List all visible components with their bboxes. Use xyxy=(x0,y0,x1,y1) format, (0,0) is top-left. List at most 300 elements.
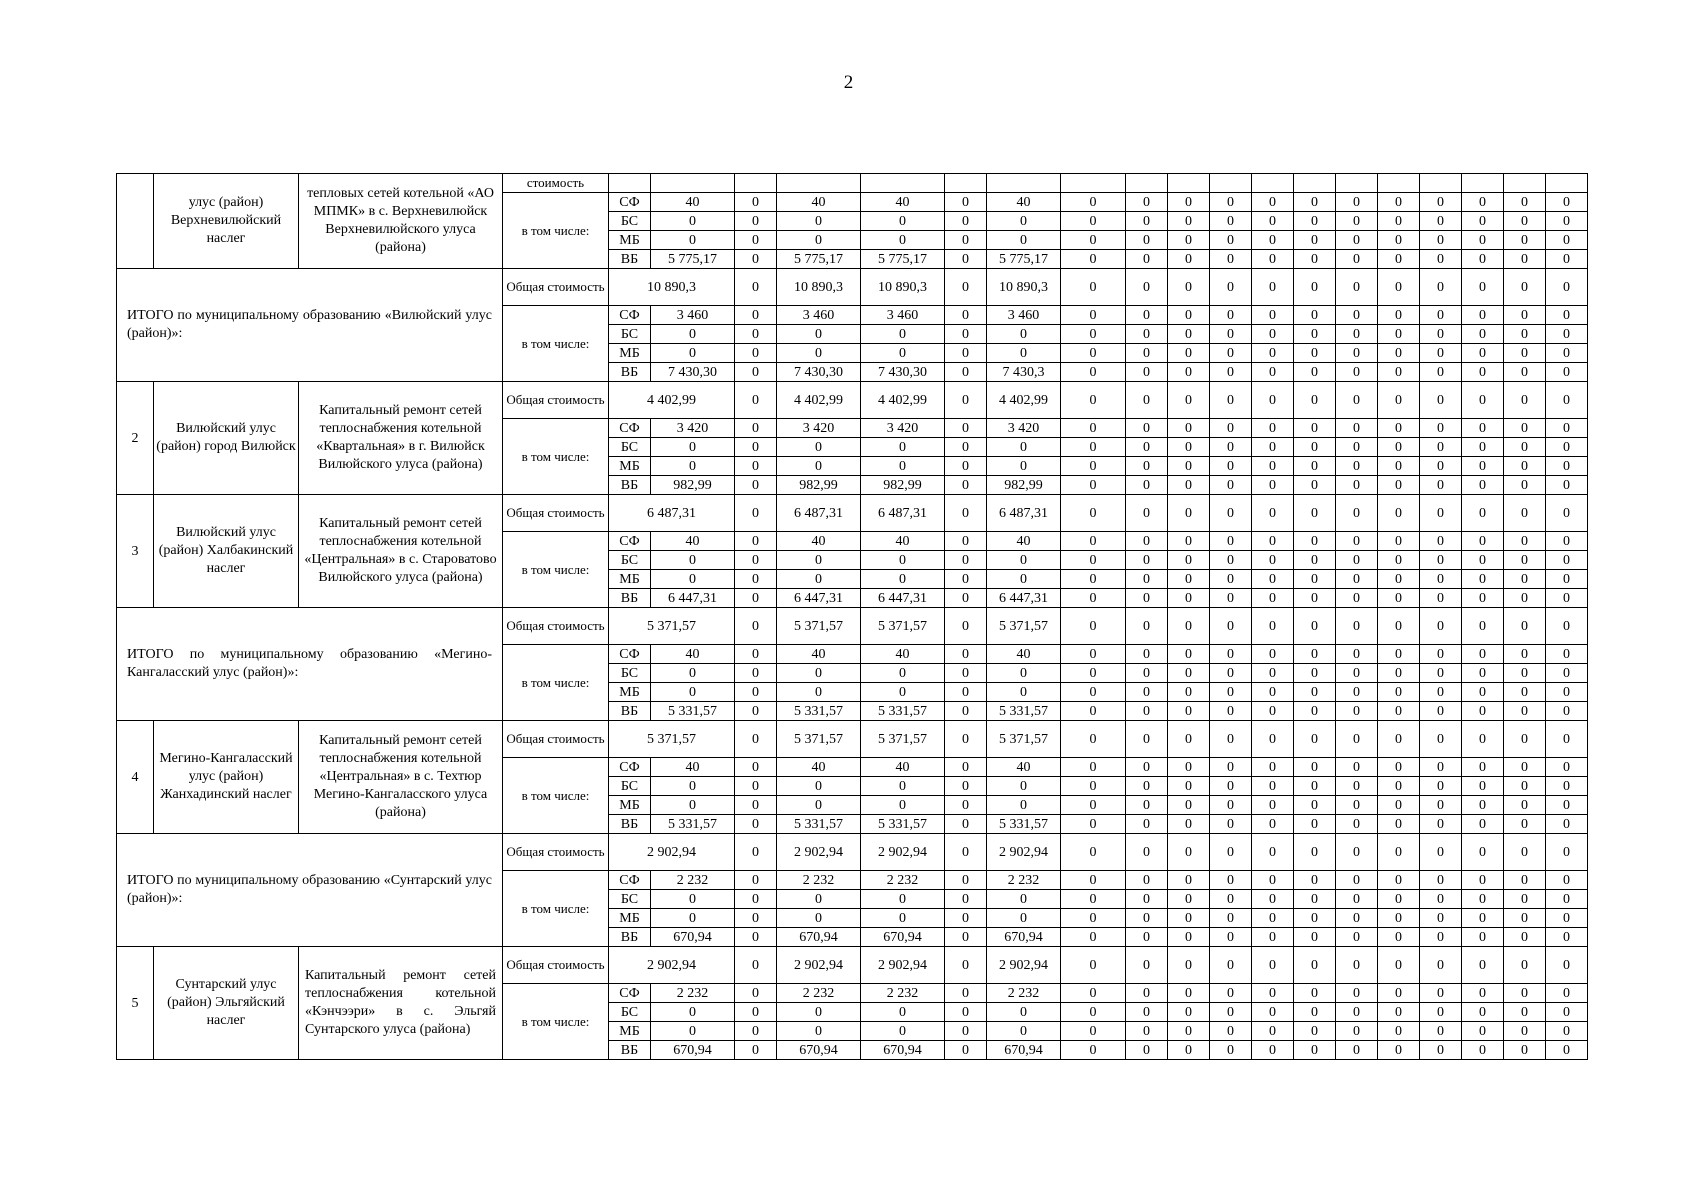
fund-value: 0 xyxy=(1420,984,1462,1003)
fund-code: МБ xyxy=(609,909,651,928)
fund-value: 0 xyxy=(1210,306,1252,325)
total-value: 0 xyxy=(1168,269,1210,306)
fund-value: 0 xyxy=(1126,796,1168,815)
fund-code: БС xyxy=(609,551,651,570)
fund-value: 0 xyxy=(1210,1022,1252,1041)
fund-value: 0 xyxy=(1546,457,1588,476)
fund-value: 0 xyxy=(987,1022,1061,1041)
fund-value: 0 xyxy=(1061,570,1126,589)
fund-value: 0 xyxy=(1252,796,1294,815)
fund-value: 0 xyxy=(1061,645,1126,664)
fund-value: 0 xyxy=(945,344,987,363)
empty-cell xyxy=(945,174,987,193)
total-value: 0 xyxy=(1126,947,1168,984)
fund-value: 0 xyxy=(735,664,777,683)
fund-value: 0 xyxy=(945,438,987,457)
fund-value: 0 xyxy=(1294,570,1336,589)
total-value: 6 487,31 xyxy=(609,495,735,532)
total-value: 0 xyxy=(1252,608,1294,645)
fund-value: 0 xyxy=(1504,306,1546,325)
fund-value: 0 xyxy=(1126,419,1168,438)
fund-value: 0 xyxy=(1294,890,1336,909)
fund-value: 0 xyxy=(1294,231,1336,250)
fund-code: ВБ xyxy=(609,928,651,947)
fund-value: 0 xyxy=(1294,476,1336,495)
total-cost-label: Общая стоимость xyxy=(503,947,609,984)
fund-value: 670,94 xyxy=(861,928,945,947)
fund-value: 0 xyxy=(1462,645,1504,664)
fund-value: 0 xyxy=(1504,476,1546,495)
fund-value: 0 xyxy=(1210,796,1252,815)
fund-value: 0 xyxy=(1126,1003,1168,1022)
fund-value: 0 xyxy=(1420,683,1462,702)
total-value: 0 xyxy=(735,947,777,984)
fund-value: 0 xyxy=(1462,890,1504,909)
fund-value: 3 420 xyxy=(651,419,735,438)
fund-value: 0 xyxy=(1336,419,1378,438)
fund-value: 0 xyxy=(1294,777,1336,796)
including-label: в том числе: xyxy=(503,871,609,947)
fund-value: 0 xyxy=(1061,325,1126,344)
fund-value: 0 xyxy=(777,796,861,815)
fund-value: 0 xyxy=(1546,871,1588,890)
fund-value: 0 xyxy=(945,796,987,815)
total-value: 0 xyxy=(1420,947,1462,984)
total-value: 0 xyxy=(1420,608,1462,645)
total-value: 0 xyxy=(1294,495,1336,532)
fund-code: ВБ xyxy=(609,815,651,834)
fund-value: 0 xyxy=(945,664,987,683)
fund-value: 0 xyxy=(1546,438,1588,457)
fund-value: 0 xyxy=(1546,683,1588,702)
fund-value: 0 xyxy=(945,231,987,250)
fund-value: 0 xyxy=(735,325,777,344)
fund-value: 0 xyxy=(1126,683,1168,702)
fund-value: 0 xyxy=(1126,438,1168,457)
fund-value: 0 xyxy=(1504,532,1546,551)
fund-value: 3 460 xyxy=(651,306,735,325)
fund-value: 0 xyxy=(735,777,777,796)
fund-value: 6 447,31 xyxy=(861,589,945,608)
fund-value: 0 xyxy=(1168,419,1210,438)
empty-cell xyxy=(1420,174,1462,193)
total-value: 0 xyxy=(1168,495,1210,532)
fund-value: 0 xyxy=(1378,1003,1420,1022)
fund-value: 0 xyxy=(651,890,735,909)
fund-value: 0 xyxy=(1210,890,1252,909)
total-value: 0 xyxy=(1378,495,1420,532)
fund-value: 0 xyxy=(1378,212,1420,231)
total-value: 0 xyxy=(1462,608,1504,645)
fund-value: 0 xyxy=(1504,250,1546,269)
empty-cell xyxy=(1294,174,1336,193)
fund-value: 0 xyxy=(1294,193,1336,212)
fund-value: 0 xyxy=(861,212,945,231)
fund-value: 0 xyxy=(1252,928,1294,947)
total-value: 0 xyxy=(1294,269,1336,306)
fund-value: 0 xyxy=(1061,1041,1126,1060)
fund-value: 0 xyxy=(1294,419,1336,438)
fund-value: 0 xyxy=(1061,193,1126,212)
fund-value: 0 xyxy=(651,909,735,928)
fund-value: 6 447,31 xyxy=(987,589,1061,608)
fund-value: 0 xyxy=(1462,758,1504,777)
fund-value: 670,94 xyxy=(987,928,1061,947)
fund-value: 0 xyxy=(1126,231,1168,250)
including-label: в том числе: xyxy=(503,984,609,1060)
fund-value: 0 xyxy=(1420,363,1462,382)
fund-value: 0 xyxy=(1336,1041,1378,1060)
fund-value: 0 xyxy=(735,928,777,947)
fund-value: 0 xyxy=(1126,702,1168,721)
fund-value: 0 xyxy=(1378,363,1420,382)
fund-value: 2 232 xyxy=(987,871,1061,890)
fund-value: 0 xyxy=(945,325,987,344)
fund-value: 0 xyxy=(1336,1003,1378,1022)
fund-value: 0 xyxy=(1294,551,1336,570)
total-value: 0 xyxy=(1462,382,1504,419)
total-value: 0 xyxy=(1546,721,1588,758)
fund-value: 0 xyxy=(1546,777,1588,796)
total-cost-label: Общая стоимость xyxy=(503,834,609,871)
fund-value: 0 xyxy=(1210,1041,1252,1060)
fund-value: 0 xyxy=(1504,419,1546,438)
fund-value: 0 xyxy=(1462,589,1504,608)
fund-value: 0 xyxy=(1420,796,1462,815)
fund-value: 0 xyxy=(1294,363,1336,382)
fund-value: 0 xyxy=(1061,438,1126,457)
fund-value: 0 xyxy=(651,1022,735,1041)
fund-value: 670,94 xyxy=(777,1041,861,1060)
total-value: 0 xyxy=(735,721,777,758)
fund-value: 0 xyxy=(987,1003,1061,1022)
fund-value: 0 xyxy=(1504,438,1546,457)
fund-value: 0 xyxy=(1546,815,1588,834)
fund-value: 5 331,57 xyxy=(777,815,861,834)
fund-value: 0 xyxy=(1546,363,1588,382)
fund-value: 0 xyxy=(1294,344,1336,363)
fund-value: 0 xyxy=(1462,212,1504,231)
fund-value: 0 xyxy=(1462,1022,1504,1041)
fund-value: 0 xyxy=(1504,796,1546,815)
fund-value: 0 xyxy=(1504,815,1546,834)
fund-value: 0 xyxy=(1210,551,1252,570)
fund-value: 40 xyxy=(651,645,735,664)
empty-cell xyxy=(609,174,651,193)
fund-value: 3 420 xyxy=(777,419,861,438)
fund-value: 0 xyxy=(861,909,945,928)
fund-value: 0 xyxy=(777,1022,861,1041)
fund-value: 0 xyxy=(1294,457,1336,476)
total-value: 5 371,57 xyxy=(777,721,861,758)
item-total-row xyxy=(117,382,1588,419)
item-total-row xyxy=(117,947,1588,984)
fund-value: 0 xyxy=(861,438,945,457)
fund-value: 0 xyxy=(1378,909,1420,928)
fund-value: 982,99 xyxy=(861,476,945,495)
fund-value: 0 xyxy=(1061,683,1126,702)
fund-value: 0 xyxy=(1420,551,1462,570)
fund-value: 0 xyxy=(1462,815,1504,834)
fund-code: ВБ xyxy=(609,589,651,608)
fund-value: 0 xyxy=(1168,645,1210,664)
fund-value: 0 xyxy=(1210,1003,1252,1022)
fund-value: 0 xyxy=(1126,306,1168,325)
fund-value: 0 xyxy=(1462,306,1504,325)
fund-value: 0 xyxy=(1061,984,1126,1003)
fund-code: МБ xyxy=(609,796,651,815)
fund-value: 7 430,30 xyxy=(651,363,735,382)
fund-value: 0 xyxy=(1462,777,1504,796)
total-value: 0 xyxy=(1061,947,1126,984)
fund-value: 0 xyxy=(1504,551,1546,570)
total-value: 0 xyxy=(1168,947,1210,984)
fund-value: 0 xyxy=(1210,683,1252,702)
fund-value: 0 xyxy=(1294,815,1336,834)
fund-value: 2 232 xyxy=(651,984,735,1003)
total-value: 0 xyxy=(1061,269,1126,306)
fund-value: 0 xyxy=(1378,457,1420,476)
total-value: 0 xyxy=(1294,947,1336,984)
fund-value: 2 232 xyxy=(861,871,945,890)
fund-value: 0 xyxy=(1252,1003,1294,1022)
fund-value: 982,99 xyxy=(651,476,735,495)
fund-value: 0 xyxy=(1294,683,1336,702)
fund-value: 0 xyxy=(945,984,987,1003)
fund-value: 0 xyxy=(1462,871,1504,890)
fund-value: 0 xyxy=(777,325,861,344)
fund-value: 0 xyxy=(1378,871,1420,890)
fund-value: 0 xyxy=(735,1041,777,1060)
total-value: 0 xyxy=(1294,382,1336,419)
fund-value: 3 460 xyxy=(861,306,945,325)
fund-value: 0 xyxy=(1546,1003,1588,1022)
fund-value: 0 xyxy=(945,212,987,231)
fund-value: 0 xyxy=(861,1003,945,1022)
fund-value: 0 xyxy=(1378,702,1420,721)
fund-value: 0 xyxy=(1061,1022,1126,1041)
total-value: 0 xyxy=(1061,834,1126,871)
fund-value: 0 xyxy=(861,570,945,589)
fund-value: 0 xyxy=(1378,777,1420,796)
fund-value: 0 xyxy=(1210,193,1252,212)
fund-value: 0 xyxy=(1252,1041,1294,1060)
fund-value: 0 xyxy=(945,532,987,551)
fund-code: ВБ xyxy=(609,476,651,495)
municipality-cell: Сунтарский улус (район) Эльгяйский наслег xyxy=(154,947,299,1060)
fund-value: 0 xyxy=(1210,777,1252,796)
fund-code: ВБ xyxy=(609,363,651,382)
fund-value: 0 xyxy=(651,457,735,476)
fund-value: 0 xyxy=(651,231,735,250)
total-value: 0 xyxy=(1546,495,1588,532)
itogo-total-row xyxy=(117,834,1588,871)
fund-value: 0 xyxy=(735,589,777,608)
total-value: 0 xyxy=(1420,721,1462,758)
fund-value: 0 xyxy=(1126,570,1168,589)
fund-value: 0 xyxy=(1126,250,1168,269)
total-value: 0 xyxy=(1336,947,1378,984)
fund-value: 0 xyxy=(1126,551,1168,570)
fund-value: 0 xyxy=(1126,476,1168,495)
fund-value: 0 xyxy=(1168,758,1210,777)
fund-value: 0 xyxy=(1294,645,1336,664)
fund-value: 0 xyxy=(1420,532,1462,551)
fund-value: 0 xyxy=(987,777,1061,796)
total-value: 0 xyxy=(1546,947,1588,984)
fund-value: 0 xyxy=(945,250,987,269)
itogo-label: ИТОГО по муниципальному образованию «Мегино-Кангаласский улус (район)»: xyxy=(117,608,503,721)
fund-value: 0 xyxy=(1126,984,1168,1003)
fund-value: 0 xyxy=(1420,890,1462,909)
fund-value: 0 xyxy=(1294,1022,1336,1041)
fund-value: 2 232 xyxy=(861,984,945,1003)
fund-value: 0 xyxy=(945,683,987,702)
fund-value: 0 xyxy=(1462,325,1504,344)
fund-value: 0 xyxy=(1168,815,1210,834)
total-cost-label: Общая стоимость xyxy=(503,269,609,306)
fund-value: 0 xyxy=(1294,532,1336,551)
total-value: 0 xyxy=(1504,947,1546,984)
fund-value: 0 xyxy=(1126,777,1168,796)
fund-value: 0 xyxy=(1336,306,1378,325)
fund-code: МБ xyxy=(609,344,651,363)
fund-value: 0 xyxy=(777,212,861,231)
fund-value: 0 xyxy=(1546,589,1588,608)
fund-value: 0 xyxy=(1210,438,1252,457)
fund-code: СФ xyxy=(609,758,651,777)
total-value: 5 371,57 xyxy=(609,608,735,645)
fund-value: 0 xyxy=(735,457,777,476)
fund-value: 40 xyxy=(987,532,1061,551)
fund-value: 0 xyxy=(1546,702,1588,721)
total-value: 0 xyxy=(1420,382,1462,419)
fund-value: 0 xyxy=(1252,871,1294,890)
fund-value: 0 xyxy=(777,777,861,796)
fund-value: 0 xyxy=(1504,758,1546,777)
empty-cell xyxy=(1061,174,1126,193)
fund-value: 0 xyxy=(1378,1041,1420,1060)
fund-value: 0 xyxy=(735,815,777,834)
fund-value: 0 xyxy=(861,683,945,702)
fund-value: 0 xyxy=(1061,532,1126,551)
fund-value: 0 xyxy=(1378,570,1420,589)
fund-value: 0 xyxy=(1168,570,1210,589)
fund-value: 0 xyxy=(1378,664,1420,683)
fund-value: 0 xyxy=(1462,551,1504,570)
fund-value: 0 xyxy=(1168,1041,1210,1060)
total-value: 0 xyxy=(735,382,777,419)
fund-value: 0 xyxy=(1294,909,1336,928)
fund-value: 0 xyxy=(1504,344,1546,363)
fund-value: 0 xyxy=(1336,796,1378,815)
fund-value: 0 xyxy=(1546,664,1588,683)
fund-value: 0 xyxy=(1210,909,1252,928)
total-value: 0 xyxy=(945,269,987,306)
row-number: 4 xyxy=(117,721,154,834)
fund-value: 0 xyxy=(1336,1022,1378,1041)
fund-value: 0 xyxy=(1252,438,1294,457)
fund-value: 0 xyxy=(1546,645,1588,664)
fund-value: 0 xyxy=(1462,363,1504,382)
empty-cell xyxy=(1126,174,1168,193)
fund-value: 3 460 xyxy=(777,306,861,325)
fund-value: 0 xyxy=(1546,476,1588,495)
total-value: 0 xyxy=(1336,269,1378,306)
empty-cell xyxy=(735,174,777,193)
fund-value: 40 xyxy=(987,193,1061,212)
fund-value: 0 xyxy=(1061,231,1126,250)
fund-value: 0 xyxy=(1378,438,1420,457)
fund-value: 0 xyxy=(1210,325,1252,344)
fund-value: 0 xyxy=(1420,702,1462,721)
fund-value: 0 xyxy=(1252,212,1294,231)
fund-value: 0 xyxy=(1504,984,1546,1003)
fund-value: 0 xyxy=(1168,551,1210,570)
fund-value: 0 xyxy=(1336,363,1378,382)
fund-value: 0 xyxy=(1378,419,1420,438)
fund-value: 670,94 xyxy=(651,928,735,947)
total-value: 0 xyxy=(1462,947,1504,984)
fund-value: 0 xyxy=(1462,476,1504,495)
fund-value: 0 xyxy=(1168,909,1210,928)
fund-value: 5 775,17 xyxy=(777,250,861,269)
fund-value: 0 xyxy=(1546,344,1588,363)
fund-value: 5 331,57 xyxy=(651,815,735,834)
total-cost-label: Общая стоимость xyxy=(503,495,609,532)
fund-value: 0 xyxy=(1420,457,1462,476)
fund-value: 0 xyxy=(1294,758,1336,777)
fund-value: 0 xyxy=(1378,796,1420,815)
fund-value: 0 xyxy=(1462,231,1504,250)
fund-value: 0 xyxy=(1336,683,1378,702)
fund-value: 0 xyxy=(1168,890,1210,909)
fund-value: 2 232 xyxy=(651,871,735,890)
fund-value: 0 xyxy=(1336,871,1378,890)
fund-value: 0 xyxy=(1336,250,1378,269)
fund-value: 0 xyxy=(945,909,987,928)
fund-value: 0 xyxy=(1252,193,1294,212)
fund-value: 0 xyxy=(1252,702,1294,721)
total-value: 0 xyxy=(1061,382,1126,419)
fund-value: 0 xyxy=(651,664,735,683)
fund-value: 7 430,3 xyxy=(987,363,1061,382)
empty-cell xyxy=(1210,174,1252,193)
total-value: 0 xyxy=(1336,382,1378,419)
fund-value: 0 xyxy=(1336,193,1378,212)
fund-value: 6 447,31 xyxy=(777,589,861,608)
fund-value: 40 xyxy=(777,645,861,664)
fund-value: 0 xyxy=(945,702,987,721)
fund-value: 0 xyxy=(861,344,945,363)
fund-value: 0 xyxy=(735,476,777,495)
fund-value: 0 xyxy=(1252,325,1294,344)
fund-value: 0 xyxy=(735,570,777,589)
municipality-cell: Вилюйский улус (район) Халбакинский наслег xyxy=(154,495,299,608)
fund-code: БС xyxy=(609,438,651,457)
fund-value: 0 xyxy=(1462,984,1504,1003)
total-value: 0 xyxy=(1210,721,1252,758)
fund-value: 0 xyxy=(987,796,1061,815)
fund-value: 40 xyxy=(777,758,861,777)
fund-value: 0 xyxy=(987,212,1061,231)
fund-value: 0 xyxy=(1336,928,1378,947)
fund-value: 0 xyxy=(1126,758,1168,777)
fund-value: 0 xyxy=(987,683,1061,702)
fund-value: 0 xyxy=(1504,212,1546,231)
total-value: 10 890,3 xyxy=(861,269,945,306)
fund-value: 0 xyxy=(1168,250,1210,269)
